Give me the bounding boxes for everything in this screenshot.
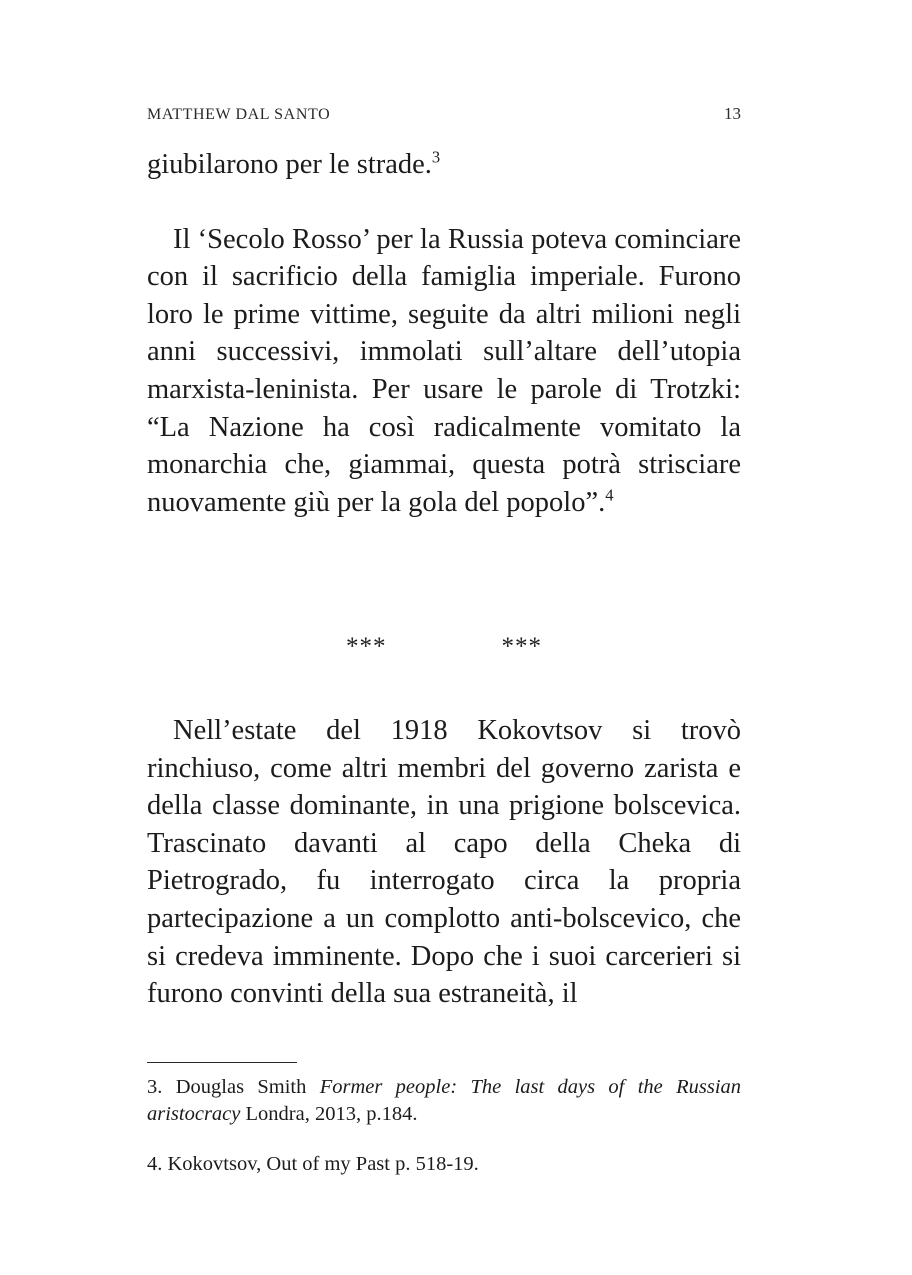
asterism-right: ***	[501, 633, 542, 660]
footnote-4	[147, 1151, 741, 1178]
paragraph-kokovtsov: Nell’estate del 1918 Kokovtsov si trovò rinchiuso, come altri membri del governo zarista e della classe dominante, in una prigione bolscevica. Trascinato davanti al capo della Cheka di Pietrogrado, fu interrogato circa la propria partecipazione a un complotto anti-bolscevico, che si credeva imminente. Dopo che i suoi carcerieri si furono convinti della sua estraneità, il	[147, 715, 741, 1010]
paragraph-spacer	[147, 184, 741, 221]
footnote-3-publication: Londra, 2013, p.184.	[245, 1102, 418, 1125]
footnote-4-number: 4.	[147, 1153, 163, 1175]
footnote-3	[147, 1074, 741, 1127]
running-head-author: MATTHEW DAL SANTO	[147, 106, 331, 123]
footnotes-area	[147, 1062, 741, 1178]
main-text-block-upper	[147, 146, 741, 521]
footnote-3-author: Douglas Smith	[175, 1076, 307, 1098]
paragraph-continued	[147, 146, 741, 184]
footnote-marker-3: 3	[431, 147, 441, 167]
main-text-block-lower	[147, 712, 741, 1013]
footnote-3-number: 3.	[147, 1076, 163, 1098]
footnote-separator-rule	[147, 1062, 297, 1063]
footnote-3-title: Former people: The last days of the Russian aristocracy	[147, 1076, 742, 1125]
footnote-marker-4: 4	[605, 485, 614, 505]
paragraph-continued-text: giubilarono per le strade.	[147, 149, 432, 180]
page-number: 13	[724, 104, 741, 123]
footnote-4-text: Kokovtsov, Out of my Past p. 518-19.	[167, 1153, 479, 1175]
running-head	[147, 104, 741, 124]
section-divider	[147, 634, 741, 674]
paragraph-secolo-rosso-text: Il ‘Secolo Rosso’ per la Russia poteva cominciare con il sacrificio della famiglia imperiale. Furono loro le prime vittime, seguite da altri milioni negli anni successivi, immolati sull’altare dell’utopia marxista-leninista. Per usare le parole di Trotzki: “La Nazione ha così radicalmente vomitato la monarchia che, giammai, questa potrà strisciare nuovamente giù per la gola del popolo”.	[147, 223, 741, 518]
paragraph-secolo-rosso	[147, 221, 741, 522]
asterism-left: ***	[346, 633, 387, 660]
